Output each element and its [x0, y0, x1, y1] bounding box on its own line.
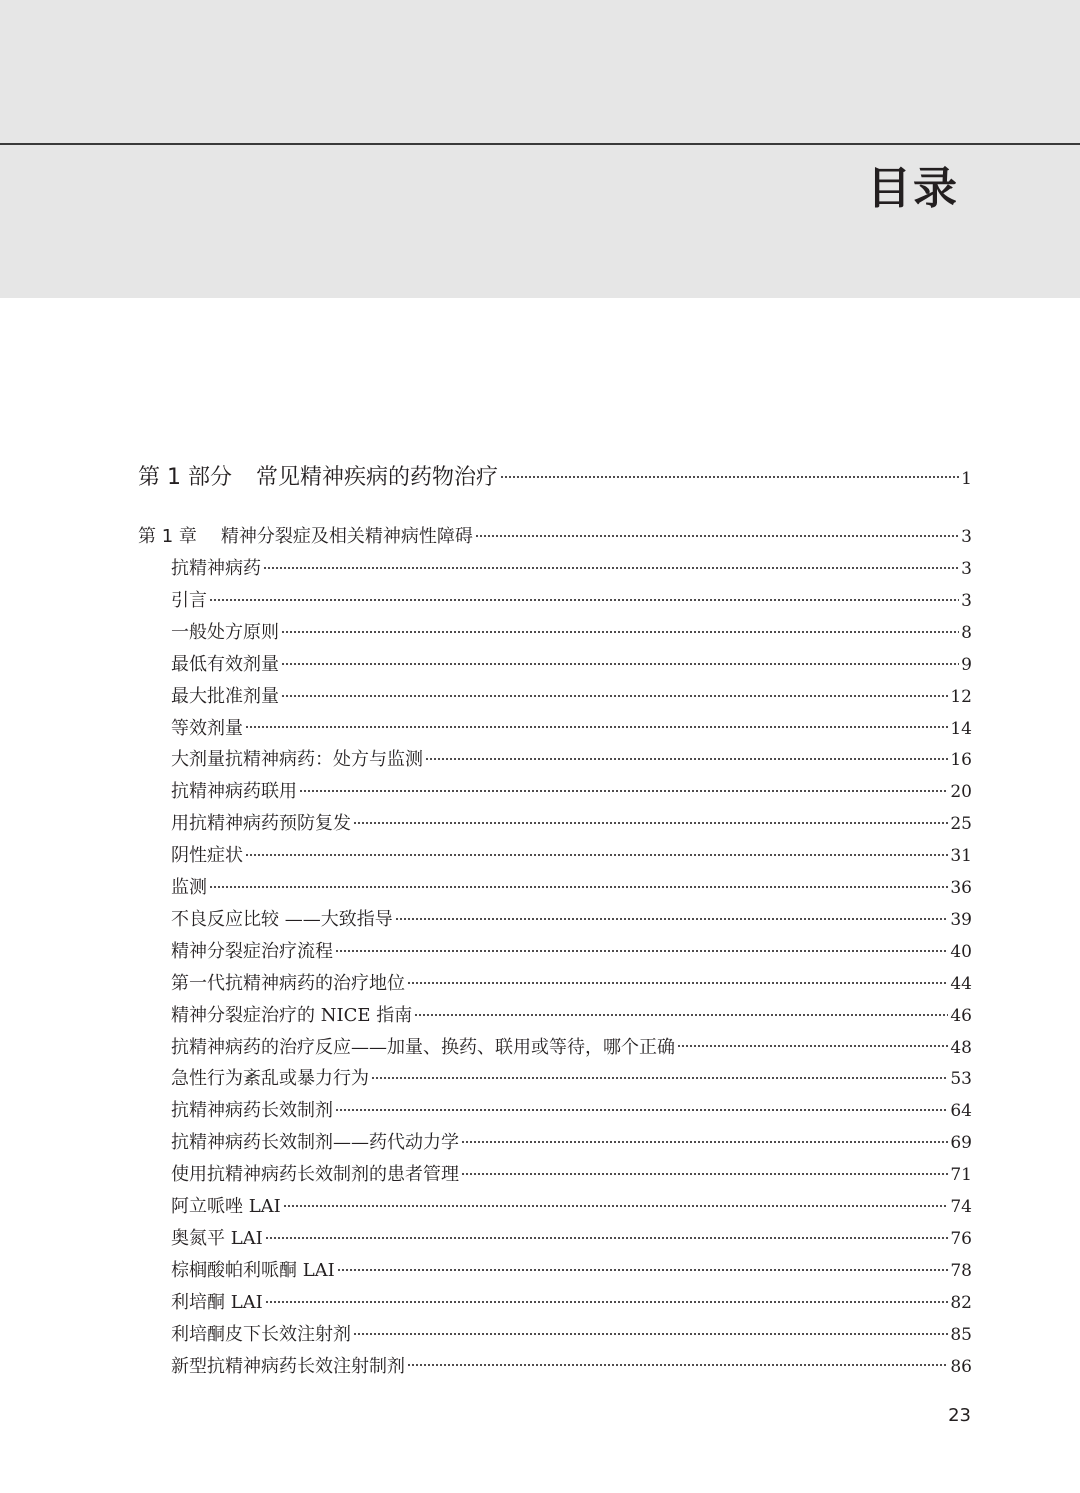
toc-entry-page: 74 — [950, 1197, 972, 1217]
page-number: 23 — [948, 1405, 971, 1426]
toc-entry-page: 82 — [950, 1292, 972, 1313]
toc-entry-title: 急性行为紊乱或暴力行为 — [171, 1068, 369, 1090]
toc-entry[interactable] — [171, 745, 972, 771]
toc-entry[interactable] — [171, 1160, 972, 1186]
toc-leader-dots — [335, 938, 948, 956]
toc-entry-page: 46 — [950, 1005, 972, 1026]
toc-leader-dots — [245, 842, 948, 860]
toc-leader-dots — [395, 906, 949, 924]
toc-leader-dots — [407, 1353, 948, 1371]
toc-entry[interactable] — [171, 1224, 972, 1250]
toc-leader-dots — [475, 523, 959, 541]
toc-entry-page: 40 — [950, 941, 972, 962]
toc-entry-page: 3 — [961, 559, 972, 579]
toc-leader-dots — [335, 1097, 948, 1115]
toc-part-title: 常见精神疾病的药物治疗 — [255, 465, 498, 490]
toc-leader-dots — [245, 715, 948, 733]
toc-entry-title: 监测 — [171, 877, 207, 898]
toc-entry[interactable] — [171, 1192, 972, 1218]
toc-leader-dots — [263, 555, 959, 573]
toc-entry-page: 14 — [950, 718, 972, 739]
toc-entry-title: 大剂量抗精神病药：处方与监测 — [171, 749, 423, 771]
toc-entry-title: 等效剂量 — [171, 717, 243, 739]
toc-entry-page: 36 — [950, 878, 972, 898]
toc-leader-dots — [353, 1321, 948, 1339]
toc-entry-title: 使用抗精神病药长效制剂的患者管理 — [171, 1164, 459, 1186]
toc-entry-title: 抗精神病药长效制剂——药代动力学 — [171, 1132, 459, 1154]
toc-leader-dots — [281, 683, 948, 701]
toc-entry[interactable] — [171, 809, 972, 835]
toc-leader-dots — [265, 1289, 949, 1307]
toc-leader-dots — [209, 587, 959, 605]
toc-part-heading — [138, 460, 498, 491]
toc-entry-page: 53 — [950, 1069, 972, 1090]
toc-entry-title: 利培酮 LAI — [171, 1291, 263, 1313]
toc-entry[interactable] — [171, 1288, 972, 1314]
toc-leader-dots — [281, 619, 959, 637]
toc-entry-title: 引言 — [171, 589, 207, 611]
toc-entry[interactable] — [171, 650, 972, 676]
toc-chapter-label: 第 1 章 — [138, 526, 197, 547]
toc-entry[interactable] — [171, 586, 972, 612]
toc-chapter-heading — [138, 522, 473, 548]
toc-entry[interactable] — [171, 937, 972, 963]
toc-entry-page: 86 — [950, 1356, 972, 1377]
toc-entry-page: 39 — [950, 909, 972, 930]
toc-entry[interactable] — [171, 777, 972, 803]
toc-entry-page: 8 — [961, 622, 972, 643]
toc-entry[interactable] — [171, 1064, 972, 1090]
toc-leader-dots — [265, 1225, 949, 1243]
toc-entry-page: 9 — [961, 654, 972, 675]
toc-entry-page: 12 — [950, 686, 972, 707]
toc-entry-title: 抗精神病药 — [171, 558, 261, 579]
toc-leader-dots — [371, 1065, 948, 1083]
toc-entry-page: 31 — [950, 846, 972, 867]
toc-part-page: 1 — [961, 469, 972, 489]
toc-entry[interactable] — [171, 969, 972, 995]
toc-entry[interactable] — [171, 1128, 972, 1154]
toc-entry-page: 3 — [961, 590, 972, 611]
toc-entry-page: 85 — [950, 1324, 972, 1345]
toc-leader-dots — [414, 1002, 948, 1020]
toc-entry-page: 69 — [950, 1133, 972, 1154]
toc-entry-title: 不良反应比较 ——大致指导 — [171, 908, 393, 930]
toc-entry[interactable] — [171, 1096, 972, 1122]
toc-entry[interactable] — [171, 1001, 972, 1027]
toc-leader-dots — [209, 874, 948, 892]
toc-entry-page: 71 — [950, 1165, 972, 1186]
toc-part-label: 第 1 部分 — [138, 465, 232, 490]
toc-entry-page: 64 — [950, 1101, 972, 1122]
toc-entry-title: 抗精神病药长效制剂 — [171, 1100, 333, 1122]
toc-entry-title: 精神分裂症治疗的 NICE 指南 — [171, 1004, 413, 1026]
toc-entry[interactable] — [171, 682, 972, 708]
toc-entry[interactable] — [171, 1352, 972, 1378]
toc-entry[interactable] — [171, 714, 972, 740]
toc-leader-dots — [677, 1034, 948, 1052]
toc-entry-title: 奥氮平 LAI — [171, 1227, 263, 1249]
toc-part-entry[interactable] — [138, 460, 972, 491]
toc-entry-title: 最低有效剂量 — [171, 653, 279, 675]
toc-leader-dots — [281, 651, 959, 669]
toc-entry-title: 新型抗精神病药长效注射制剂 — [171, 1355, 405, 1377]
page-title: 目录 — [867, 163, 959, 214]
toc-entry-title: 第一代抗精神病药的治疗地位 — [171, 972, 405, 994]
toc-entry-title: 用抗精神病药预防复发 — [171, 813, 351, 835]
toc-leader-dots — [461, 1161, 948, 1179]
toc-chapter-title: 精神分裂症及相关精神病性障碍 — [220, 526, 473, 547]
toc-entry[interactable] — [171, 618, 972, 644]
toc-entry-page: 20 — [950, 782, 972, 803]
toc-leader-dots — [283, 1193, 949, 1211]
toc-entry[interactable] — [171, 1256, 972, 1282]
toc-entry[interactable] — [171, 1320, 972, 1346]
toc-leader-dots — [461, 1129, 948, 1147]
toc-leader-dots — [337, 1257, 949, 1275]
toc-entry-title: 棕榈酸帕利哌酮 LAI — [171, 1259, 335, 1281]
toc-entry-title: 一般处方原则 — [171, 621, 279, 643]
toc-entry-title: 阿立哌唑 LAI — [171, 1196, 281, 1217]
toc-leader-dots — [299, 778, 948, 796]
toc-entry-title: 抗精神病药的治疗反应——加量、换药、联用或等待，哪个正确 — [171, 1036, 675, 1058]
toc-leader-dots — [407, 970, 948, 988]
toc-entry[interactable] — [171, 554, 972, 580]
toc-leader-dots — [500, 461, 959, 483]
toc-entry-title: 阴性症状 — [171, 845, 243, 867]
toc-entry-page: 16 — [950, 750, 972, 771]
toc-entry-title: 最大批准剂量 — [171, 685, 279, 707]
toc-entry-page: 44 — [950, 973, 972, 994]
toc-entry-title: 精神分裂症治疗流程 — [171, 940, 333, 962]
toc-entry[interactable] — [171, 841, 972, 867]
toc-entry[interactable] — [171, 905, 972, 931]
toc-chapter-page: 3 — [961, 527, 972, 547]
toc-entry[interactable] — [171, 1033, 972, 1059]
toc-entry[interactable] — [171, 873, 972, 899]
toc-entry-page: 78 — [950, 1260, 972, 1281]
toc-entry-page: 25 — [950, 814, 972, 835]
toc-leader-dots — [353, 810, 948, 828]
toc-entry-title: 抗精神病药联用 — [171, 781, 297, 803]
toc-entry-page: 48 — [950, 1037, 972, 1058]
toc-leader-dots — [425, 746, 948, 764]
toc-entry-title: 利培酮皮下长效注射剂 — [171, 1323, 351, 1345]
toc-chapter-entry[interactable] — [138, 522, 972, 548]
toc-entry-page: 76 — [950, 1228, 972, 1249]
